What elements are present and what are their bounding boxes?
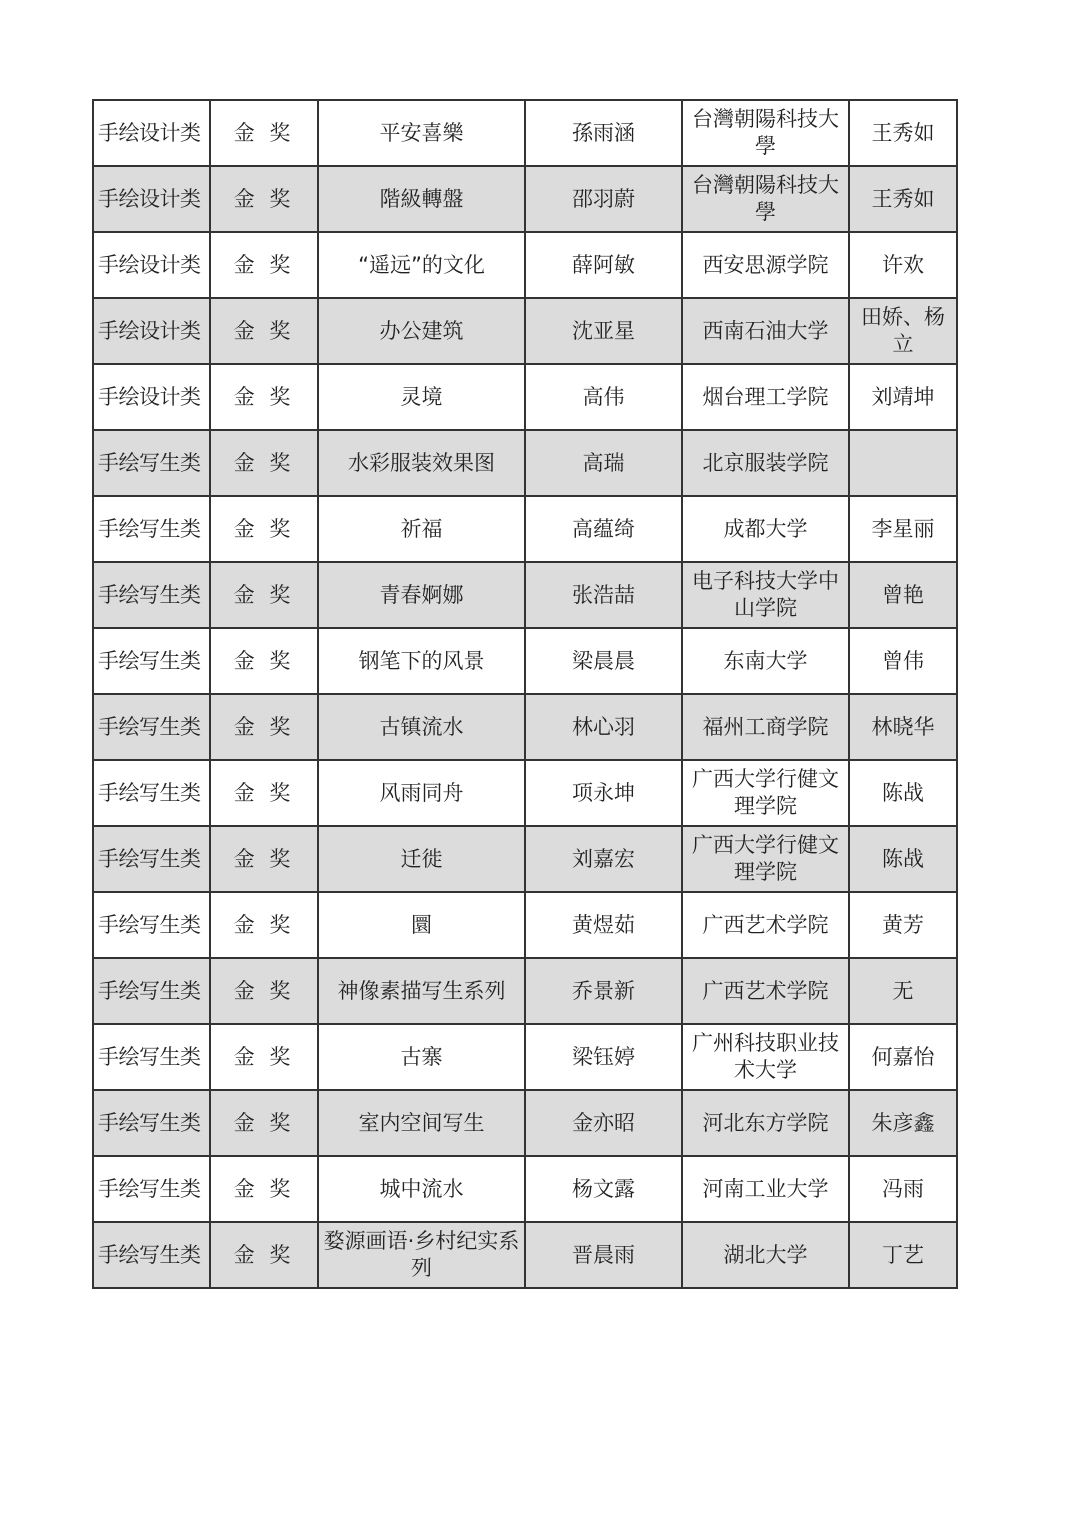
award-cell: 金 奖 [210,232,318,298]
author-cell: 乔景新 [525,958,682,1024]
school-cell: 广西大学行健文理学院 [682,760,849,826]
work-title-cell: 迁徙 [318,826,525,892]
school-cell: 广西大学行健文理学院 [682,826,849,892]
category-cell: 手绘写生类 [93,562,210,628]
author-cell: 梁钰婷 [525,1024,682,1090]
category-cell: 手绘写生类 [93,496,210,562]
work-title-cell: 办公建筑 [318,298,525,364]
advisor-cell: 许欢 [849,232,957,298]
advisor-cell: 王秀如 [849,100,957,166]
table-row [93,1024,957,1090]
author-cell: 金亦昭 [525,1090,682,1156]
advisor-cell: 王秀如 [849,166,957,232]
table-row [93,628,957,694]
school-cell: 西南石油大学 [682,298,849,364]
school-cell: 东南大学 [682,628,849,694]
table-row [93,1090,957,1156]
work-title-cell: 水彩服装效果图 [318,430,525,496]
author-cell: 杨文露 [525,1156,682,1222]
table-row [93,496,957,562]
award-table-body [93,100,957,1288]
author-cell: 林心羽 [525,694,682,760]
advisor-cell: 曾艳 [849,562,957,628]
advisor-cell: 田娇、杨立 [849,298,957,364]
award-cell: 金 奖 [210,1024,318,1090]
author-cell: 刘嘉宏 [525,826,682,892]
advisor-cell: 陈战 [849,760,957,826]
award-cell: 金 奖 [210,166,318,232]
table-row [93,1222,957,1288]
school-cell: 河北东方学院 [682,1090,849,1156]
table-row [93,232,957,298]
category-cell: 手绘写生类 [93,1024,210,1090]
work-title-cell: 古镇流水 [318,694,525,760]
table-row [93,166,957,232]
category-cell: 手绘设计类 [93,364,210,430]
table-row [93,694,957,760]
work-title-cell: 灵境 [318,364,525,430]
author-cell: 黄煜茹 [525,892,682,958]
author-cell: 项永坤 [525,760,682,826]
category-cell: 手绘写生类 [93,1222,210,1288]
work-title-cell: “遥远”的文化 [318,232,525,298]
work-title-cell: 神像素描写生系列 [318,958,525,1024]
award-cell: 金 奖 [210,430,318,496]
author-cell: 薛阿敏 [525,232,682,298]
table-row [93,298,957,364]
work-title-cell: 婺源画语·乡村纪实系列 [318,1222,525,1288]
work-title-cell: 圜 [318,892,525,958]
category-cell: 手绘写生类 [93,1090,210,1156]
author-cell: 张浩喆 [525,562,682,628]
work-title-cell: 城中流水 [318,1156,525,1222]
award-cell: 金 奖 [210,562,318,628]
category-cell: 手绘写生类 [93,694,210,760]
award-cell: 金 奖 [210,100,318,166]
advisor-cell: 黄芳 [849,892,957,958]
work-title-cell: 祈福 [318,496,525,562]
category-cell: 手绘写生类 [93,826,210,892]
author-cell: 邵羽蔚 [525,166,682,232]
advisor-cell: 冯雨 [849,1156,957,1222]
advisor-cell: 陈战 [849,826,957,892]
award-cell: 金 奖 [210,958,318,1024]
work-title-cell: 钢笔下的风景 [318,628,525,694]
category-cell: 手绘写生类 [93,760,210,826]
category-cell: 手绘写生类 [93,958,210,1024]
table-row [93,100,957,166]
school-cell: 西安思源学院 [682,232,849,298]
award-cell: 金 奖 [210,760,318,826]
author-cell: 梁晨晨 [525,628,682,694]
advisor-cell: 曾伟 [849,628,957,694]
category-cell: 手绘设计类 [93,166,210,232]
author-cell: 晋晨雨 [525,1222,682,1288]
table-row [93,562,957,628]
category-cell: 手绘写生类 [93,1156,210,1222]
award-cell: 金 奖 [210,1090,318,1156]
award-cell: 金 奖 [210,826,318,892]
school-cell: 成都大学 [682,496,849,562]
award-cell: 金 奖 [210,694,318,760]
school-cell: 台灣朝陽科技大學 [682,100,849,166]
advisor-cell: 无 [849,958,957,1024]
work-title-cell: 古寨 [318,1024,525,1090]
school-cell: 台灣朝陽科技大學 [682,166,849,232]
table-row [93,1156,957,1222]
advisor-cell: 丁艺 [849,1222,957,1288]
work-title-cell: 室内空间写生 [318,1090,525,1156]
category-cell: 手绘设计类 [93,100,210,166]
work-title-cell: 平安喜樂 [318,100,525,166]
advisor-cell: 何嘉怡 [849,1024,957,1090]
award-cell: 金 奖 [210,628,318,694]
advisor-cell: 朱彦鑫 [849,1090,957,1156]
award-cell: 金 奖 [210,298,318,364]
school-cell: 北京服装学院 [682,430,849,496]
table-row [93,430,957,496]
school-cell: 河南工业大学 [682,1156,849,1222]
advisor-cell: 刘靖坤 [849,364,957,430]
category-cell: 手绘设计类 [93,298,210,364]
award-cell: 金 奖 [210,892,318,958]
author-cell: 高瑞 [525,430,682,496]
category-cell: 手绘写生类 [93,892,210,958]
table-row [93,364,957,430]
author-cell: 高蕴绮 [525,496,682,562]
table-row [93,892,957,958]
category-cell: 手绘写生类 [93,430,210,496]
category-cell: 手绘写生类 [93,628,210,694]
advisor-cell: 林晓华 [849,694,957,760]
author-cell: 孫雨涵 [525,100,682,166]
author-cell: 沈亚星 [525,298,682,364]
work-title-cell: 階級轉盤 [318,166,525,232]
work-title-cell: 青春婀娜 [318,562,525,628]
table-row [93,760,957,826]
award-cell: 金 奖 [210,1222,318,1288]
school-cell: 广州科技职业技术大学 [682,1024,849,1090]
school-cell: 电子科技大学中山学院 [682,562,849,628]
table-row [93,958,957,1024]
award-cell: 金 奖 [210,496,318,562]
school-cell: 广西艺术学院 [682,892,849,958]
school-cell: 福州工商学院 [682,694,849,760]
school-cell: 烟台理工学院 [682,364,849,430]
work-title-cell: 风雨同舟 [318,760,525,826]
school-cell: 湖北大学 [682,1222,849,1288]
category-cell: 手绘设计类 [93,232,210,298]
advisor-cell: 李星丽 [849,496,957,562]
award-cell: 金 奖 [210,1156,318,1222]
school-cell: 广西艺术学院 [682,958,849,1024]
table-row [93,826,957,892]
award-table [92,99,958,1289]
advisor-cell [849,430,957,496]
award-cell: 金 奖 [210,364,318,430]
author-cell: 高伟 [525,364,682,430]
